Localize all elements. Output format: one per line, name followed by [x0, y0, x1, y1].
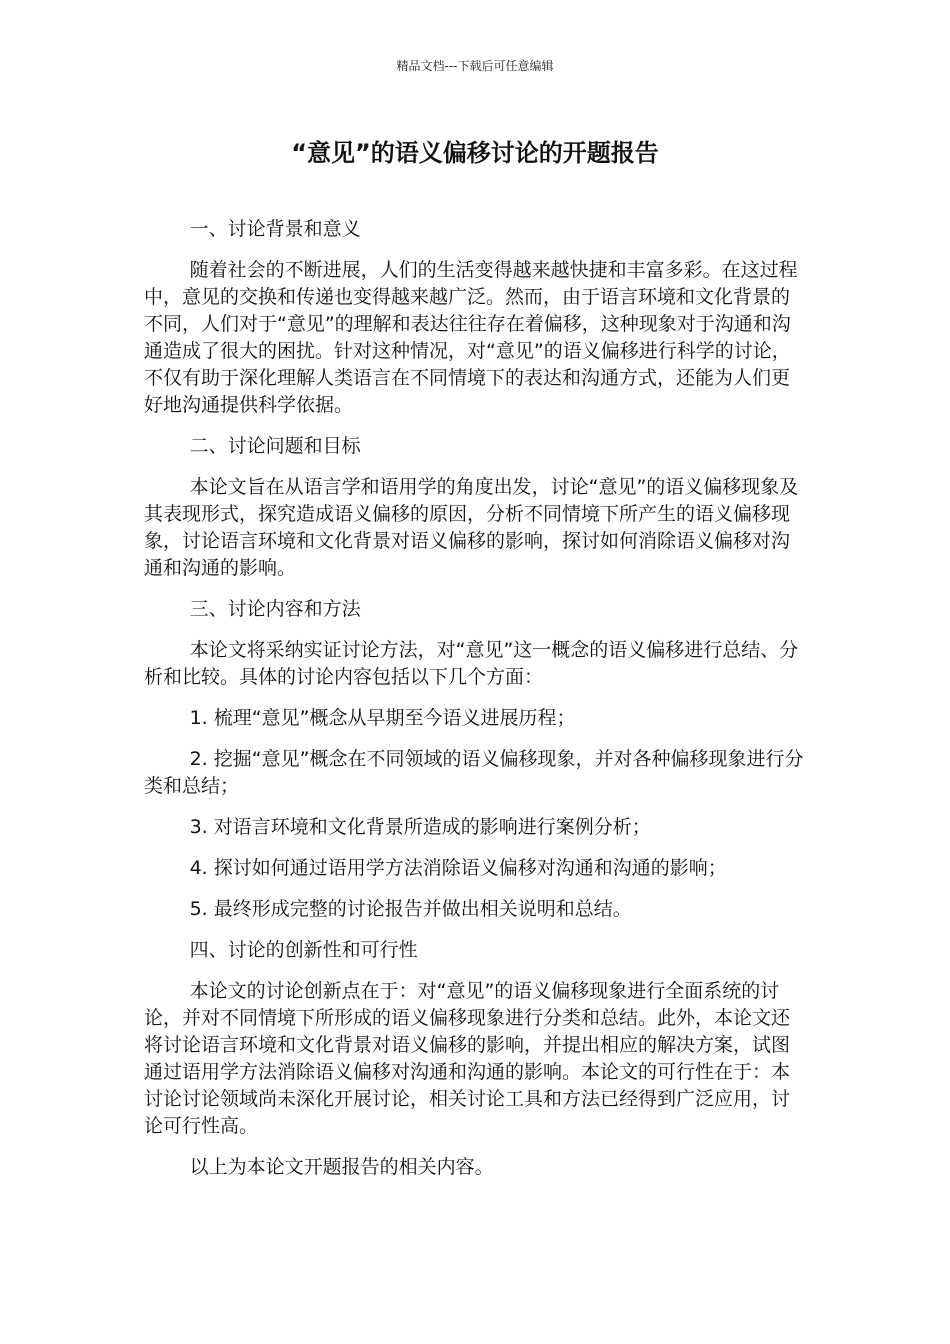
section-heading-goals: 二、讨论问题和目标 [189, 435, 361, 457]
section-heading-background: 一、讨论背景和意义 [189, 218, 361, 240]
paragraph-methods: 本论文将采纳实证讨论方法，对“意见”这一概念的语义偏移进行总结、分析和比较。具体的讨论内容包括以下几个方面： [144, 639, 799, 688]
section-heading-methods: 三、讨论内容和方法 [189, 598, 361, 620]
list-item-4: 4. 探讨如何通过语用学方法消除语义偏移对沟通和沟通的影响； [189, 857, 727, 879]
paragraph-background: 随着社会的不断进展，人们的生活变得越来越快捷和丰富多彩。在这过程中，意见的交换和传递也变得越来越广泛。然而，由于语言环境和文化背景的不同，人们对于“意见”的理解和表达往往存在着偏移，这种现象对于沟通和沟通造成了很大的困扰。针对这种情况，对“意见”的语义偏移进行科学的讨论，不仅有助于深化理解人类语言在不同情境下的表达和沟通方式，还能为人们更好地沟通提供科学依据。 [144, 259, 798, 416]
document-body [144, 216, 808, 1195]
list-item-5: 5. 最终形成完整的讨论报告并做出相关说明和总结。 [189, 898, 632, 920]
list-item-2: 2. 挖掘“意见”概念在不同领域的语义偏移现象，并对各种偏移现象进行分类和总结； [144, 748, 804, 797]
list-item-1: 1. 梳理“意见”概念从早期至今语义进展历程； [189, 707, 576, 729]
page-header: 精品文档---下载后可任意编辑 [396, 59, 554, 73]
paragraph-conclusion: 以上为本论文开题报告的相关内容。 [189, 1156, 494, 1178]
document-title: “意见”的语义偏移讨论的开题报告 [291, 139, 659, 167]
paragraph-innovation: 本论文的讨论创新点在于：对“意见”的语义偏移现象进行全面系统的讨论，并对不同情境下所形成的语义偏移现象进行分类和总结。此外，本论文还将讨论语言环境和文化背景对语义偏移的影响，并提出相应的解决方案，试图通过语用学方法消除语义偏移对沟通和沟通的影响。本论文的可行性在于：本讨论讨论领域尚未深化开展讨论，相关讨论工具和方法已经得到广泛应用，讨论可行性高。 [144, 980, 791, 1137]
paragraph-goals: 本论文旨在从语言学和语用学的角度出发，讨论“意见”的语义偏移现象及其表现形式，探究造成语义偏移的原因，分析不同情境下所产生的语义偏移现象，讨论语言环境和文化背景对语义偏移的影响，探讨如何消除语义偏移对沟通和沟通的影响。 [144, 476, 799, 579]
list-item-3: 3. 对语言环境和文化背景所造成的影响进行案例分析； [189, 816, 651, 838]
section-heading-innovation: 四、讨论的创新性和可行性 [189, 939, 418, 961]
